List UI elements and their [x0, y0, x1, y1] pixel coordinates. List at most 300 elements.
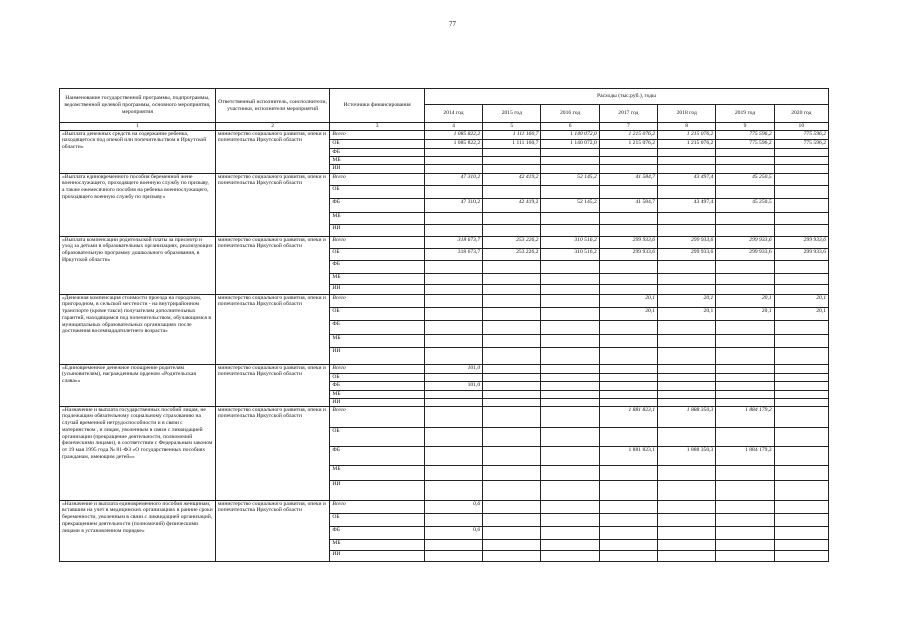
- expense-value: [658, 381, 716, 390]
- expense-value: 20,1: [774, 294, 828, 307]
- expense-value: 1 215 076,2: [658, 130, 716, 139]
- expense-value: [541, 260, 599, 273]
- expense-value: [541, 334, 599, 347]
- expense-value: 318 673,7: [424, 248, 482, 260]
- funding-source: ИИ: [330, 550, 424, 561]
- expense-value: [424, 273, 482, 284]
- funding-source: ОБ: [330, 139, 424, 148]
- expense-value: [483, 320, 541, 334]
- expense-value: [658, 260, 716, 273]
- expense-value: [599, 513, 657, 526]
- column-number: 10: [774, 123, 828, 131]
- expense-value: [424, 260, 482, 273]
- expense-value: 1 140 072,0: [541, 139, 599, 148]
- expense-value: [483, 480, 541, 500]
- expense-value: 101,0: [424, 381, 482, 390]
- executor-name: министерство социального развития, опеки и попечительства Иркутской области: [215, 294, 330, 364]
- program-name: «Выплата денежных средств на содержание ребенка, находящегося под опекой или попечительством в Иркутской области»: [60, 130, 216, 173]
- expense-value: [541, 224, 599, 236]
- expense-value: [541, 364, 599, 373]
- expense-value: [658, 465, 716, 480]
- expense-value: [541, 398, 599, 406]
- program-name: «Выплата единовременного пособия беременной жене военнослужащего, проходящего военную службу по призыву, а также ежемесячного пособия на ребенка военнослужащего, проходящего военную службу по призыву»: [60, 173, 216, 236]
- expense-value: [658, 398, 716, 406]
- header-expenses: Расходы (тыс.руб.), годы: [424, 89, 828, 105]
- expense-value: [483, 500, 541, 513]
- program-name: «Назначение и выплата государственных пособий лицам, не подлежащим обязательному социальному страхованию на случай временной нетрудоспособности и в связи с материнством , и лицам, уволенным в связи с ликвидацией организации (прекращение деятельности, полномочий физическими лицами), в соответствии с Федеральным законом от 19 мая 1995 года № 81-ФЗ «О государственных пособиях гражданам, имеющим детей»»: [60, 406, 216, 500]
- expense-value: 20,1: [599, 307, 657, 320]
- expense-value: [599, 156, 657, 164]
- expense-value: [716, 381, 774, 390]
- expense-value: [774, 390, 828, 398]
- expense-value: 1 215 076,2: [599, 130, 657, 139]
- expense-value: [424, 284, 482, 294]
- expense-value: [599, 539, 657, 550]
- header-year: 2014 год: [424, 105, 482, 123]
- expense-value: [658, 185, 716, 198]
- expense-value: [483, 294, 541, 307]
- expense-value: [716, 539, 774, 550]
- expense-value: [483, 526, 541, 539]
- executor-name: министерство социального развития, опеки и попечительства Иркутской области: [215, 364, 330, 406]
- funding-source: Всего: [330, 364, 424, 373]
- expense-value: [483, 284, 541, 294]
- expense-value: [716, 500, 774, 513]
- expense-value: [541, 500, 599, 513]
- expense-value: [541, 390, 599, 398]
- column-number: 9: [716, 123, 774, 131]
- expense-value: [599, 273, 657, 284]
- expense-value: [658, 320, 716, 334]
- header-year: 2020 год: [774, 105, 828, 123]
- expense-value: [774, 148, 828, 156]
- expense-value: 41 584,7: [599, 173, 657, 185]
- expense-value: [774, 480, 828, 500]
- expense-value: [424, 185, 482, 198]
- expense-value: 43 497,4: [658, 173, 716, 185]
- expense-value: [424, 398, 482, 406]
- expense-value: [424, 156, 482, 164]
- expense-value: [774, 173, 828, 185]
- expense-value: 299 933,6: [716, 248, 774, 260]
- expense-value: [716, 526, 774, 539]
- funding-source: ФБ: [330, 526, 424, 539]
- expense-value: [541, 526, 599, 539]
- expense-value: 20,1: [716, 294, 774, 307]
- column-number: 7: [599, 123, 657, 131]
- expense-value: [599, 427, 657, 446]
- expense-value: [483, 373, 541, 381]
- column-number: 5: [483, 123, 541, 131]
- expense-value: [774, 212, 828, 224]
- expense-value: [774, 260, 828, 273]
- expense-value: 253 226,2: [483, 248, 541, 260]
- expense-value: 299 933,6: [658, 236, 716, 248]
- expense-value: 1 888 350,3: [658, 446, 716, 465]
- expense-value: [483, 390, 541, 398]
- expense-value: [658, 373, 716, 381]
- expense-value: [716, 334, 774, 347]
- funding-source: ИИ: [330, 224, 424, 236]
- expense-value: [541, 273, 599, 284]
- expense-value: [599, 334, 657, 347]
- budget-table: [59, 88, 829, 562]
- expense-value: [483, 513, 541, 526]
- expense-value: [658, 347, 716, 364]
- expense-value: [599, 364, 657, 373]
- expense-value: [483, 224, 541, 236]
- expense-value: [541, 185, 599, 198]
- expense-value: [716, 465, 774, 480]
- expense-value: [483, 550, 541, 561]
- expense-value: [599, 550, 657, 561]
- expense-value: [424, 390, 482, 398]
- expense-value: [599, 381, 657, 390]
- expense-value: [483, 465, 541, 480]
- expense-value: [541, 320, 599, 334]
- expense-value: [424, 320, 482, 334]
- expense-value: 0,6: [424, 526, 482, 539]
- expense-value: [483, 347, 541, 364]
- funding-source: ФБ: [330, 381, 424, 390]
- expense-value: [774, 224, 828, 236]
- expense-value: [541, 347, 599, 364]
- program-name: «Единовременное денежное поощрение родителям (усыновителям), награжденным орденом «Родительская слава»»: [60, 364, 216, 406]
- funding-source: Всего: [330, 500, 424, 513]
- expense-value: 775 596,2: [716, 130, 774, 139]
- expense-value: [716, 390, 774, 398]
- expense-value: [658, 224, 716, 236]
- expense-value: [483, 406, 541, 427]
- expense-value: [483, 156, 541, 164]
- expense-value: 299 933,6: [599, 248, 657, 260]
- expense-value: 253 226,2: [483, 236, 541, 248]
- expense-value: [774, 406, 828, 427]
- expense-value: [424, 347, 482, 364]
- funding-source: ФБ: [330, 198, 424, 212]
- expense-value: 775 596,2: [774, 130, 828, 139]
- expense-value: [541, 381, 599, 390]
- expense-value: 775 596,2: [716, 139, 774, 148]
- header-year: 2016 год: [541, 105, 599, 123]
- expense-value: [541, 513, 599, 526]
- funding-source: ОБ: [330, 248, 424, 260]
- expense-value: 775 596,2: [774, 139, 828, 148]
- expense-value: 1 111 160,7: [483, 139, 541, 148]
- expense-value: [658, 156, 716, 164]
- expense-value: [774, 334, 828, 347]
- expense-value: 299 933,6: [774, 236, 828, 248]
- expense-value: [541, 148, 599, 156]
- expense-value: 0,6: [424, 500, 482, 513]
- expense-value: [599, 320, 657, 334]
- executor-name: министерство социального развития, опеки и попечительства Иркутской области: [215, 406, 330, 500]
- expense-value: [424, 164, 482, 173]
- expense-value: [599, 390, 657, 398]
- expense-value: 45 250,5: [716, 173, 774, 185]
- funding-source: ОБ: [330, 513, 424, 526]
- funding-source: МБ: [330, 273, 424, 284]
- expense-value: [774, 364, 828, 373]
- expense-value: [774, 539, 828, 550]
- expense-value: [658, 148, 716, 156]
- table-row: [60, 236, 829, 248]
- expense-value: [541, 406, 599, 427]
- expense-value: 101,0: [424, 364, 482, 373]
- expense-value: 299 933,6: [658, 248, 716, 260]
- expense-value: [658, 334, 716, 347]
- expense-value: [774, 156, 828, 164]
- expense-value: [599, 526, 657, 539]
- expense-value: [483, 398, 541, 406]
- table-row: [60, 364, 829, 373]
- expense-value: [774, 185, 828, 198]
- expense-value: [658, 427, 716, 446]
- expense-value: [599, 398, 657, 406]
- expense-value: [483, 364, 541, 373]
- expense-value: [424, 446, 482, 465]
- expense-value: [716, 427, 774, 446]
- expense-value: 299 933,6: [599, 236, 657, 248]
- column-number: 8: [658, 123, 716, 131]
- column-number: 2: [215, 123, 330, 131]
- expense-value: [716, 364, 774, 373]
- expense-value: [716, 148, 774, 156]
- expense-value: [424, 465, 482, 480]
- funding-source: МБ: [330, 156, 424, 164]
- expense-value: [716, 398, 774, 406]
- expense-value: [599, 164, 657, 173]
- executor-name: министерство социального развития, опеки и попечительства Иркутской области: [215, 500, 330, 561]
- header-year: 2018 год: [658, 105, 716, 123]
- expense-value: [658, 500, 716, 513]
- expense-value: [774, 427, 828, 446]
- expense-value: [483, 273, 541, 284]
- expense-value: [424, 373, 482, 381]
- expense-value: 47 310,2: [424, 173, 482, 185]
- column-number: 6: [541, 123, 599, 131]
- program-name: «Назначение и выплата единовременного пособия женщинам, вставшим на учет в медицинских организациях в ранние сроки беременности, уволенным в связи с ликвидацией организаций, прекращением деятельности (полномочий) физическими лицами в установленном порядке»: [60, 500, 216, 561]
- expense-value: [716, 284, 774, 294]
- expense-value: [599, 465, 657, 480]
- expense-value: 42 419,2: [483, 198, 541, 212]
- expense-value: [716, 480, 774, 500]
- expense-value: [774, 373, 828, 381]
- table-row: [60, 500, 829, 513]
- expense-value: [599, 212, 657, 224]
- expense-value: 42 419,2: [483, 173, 541, 185]
- expense-value: [599, 284, 657, 294]
- expense-value: [599, 480, 657, 500]
- expense-value: [483, 260, 541, 273]
- expense-value: [541, 307, 599, 320]
- expense-value: [716, 224, 774, 236]
- expense-value: [774, 398, 828, 406]
- expense-value: [599, 500, 657, 513]
- expense-value: [424, 307, 482, 320]
- expense-value: 299 933,6: [774, 248, 828, 260]
- expense-value: [424, 148, 482, 156]
- page-number: 77: [449, 20, 456, 28]
- expense-value: [774, 465, 828, 480]
- program-name: «Денежная компенсация стоимости проезда на городском, пригородном, в сельской местности - на внутрирайонном транспорте (кроме такси) получателям дополнительных гарантий, находящимся под попечительством, обучающимся в муниципальных образовательных организациях после достижения восемнадцатилетнего возраста»: [60, 294, 216, 364]
- header-program: Наименование государственной программы, подпрограммы, ведомственной целевой программы, основного мероприятия, мероприятия: [60, 89, 216, 123]
- expense-value: [716, 260, 774, 273]
- expense-value: [541, 373, 599, 381]
- expense-value: [483, 164, 541, 173]
- expense-value: [774, 550, 828, 561]
- expense-value: 52 145,2: [541, 198, 599, 212]
- expense-value: [774, 198, 828, 212]
- expense-value: [483, 148, 541, 156]
- header-year: 2015 год: [483, 105, 541, 123]
- funding-source: ИИ: [330, 164, 424, 173]
- expense-value: 318 673,7: [424, 236, 482, 248]
- expense-value: [424, 480, 482, 500]
- expense-value: [774, 273, 828, 284]
- expense-value: 43 497,4: [658, 198, 716, 212]
- expense-value: 299 933,6: [716, 236, 774, 248]
- executor-name: министерство социального развития, опеки и попечительства Иркутской области: [215, 130, 330, 173]
- funding-source: ФБ: [330, 320, 424, 334]
- funding-source: ОБ: [330, 185, 424, 198]
- expense-value: [658, 164, 716, 173]
- expense-value: 1 884 179,2: [716, 446, 774, 465]
- expense-value: [599, 185, 657, 198]
- expense-value: [658, 364, 716, 373]
- expense-value: [658, 539, 716, 550]
- funding-source: ИИ: [330, 284, 424, 294]
- expense-value: [483, 307, 541, 320]
- expense-value: [483, 427, 541, 446]
- funding-source: ИИ: [330, 398, 424, 406]
- expense-value: [541, 465, 599, 480]
- expense-value: 1 215 076,2: [599, 139, 657, 148]
- expense-value: [658, 390, 716, 398]
- table-row: [60, 406, 829, 427]
- expense-value: 310 516,2: [541, 236, 599, 248]
- expense-value: 20,1: [774, 307, 828, 320]
- funding-source: ОБ: [330, 307, 424, 320]
- expense-value: 1 140 072,0: [541, 130, 599, 139]
- funding-source: Всего: [330, 130, 424, 139]
- table-row: [60, 130, 829, 139]
- expense-value: [599, 373, 657, 381]
- expense-value: 20,1: [599, 294, 657, 307]
- expense-value: [774, 320, 828, 334]
- expense-value: [716, 273, 774, 284]
- funding-source: ФБ: [330, 148, 424, 156]
- expense-value: [716, 347, 774, 364]
- column-number: 4: [424, 123, 482, 131]
- expense-value: [424, 539, 482, 550]
- expense-value: [599, 260, 657, 273]
- expense-value: 47 310,2: [424, 198, 482, 212]
- expense-value: [716, 550, 774, 561]
- column-number: 3: [330, 123, 424, 131]
- expense-value: [424, 212, 482, 224]
- expense-value: [424, 334, 482, 347]
- expense-value: [424, 406, 482, 427]
- funding-source: ФБ: [330, 446, 424, 465]
- table-row: [60, 173, 829, 185]
- funding-source: МБ: [330, 390, 424, 398]
- funding-source: Всего: [330, 173, 424, 185]
- funding-source: МБ: [330, 539, 424, 550]
- expense-value: [599, 347, 657, 364]
- expense-value: [541, 480, 599, 500]
- expense-value: [774, 446, 828, 465]
- expense-value: [599, 224, 657, 236]
- expense-value: 20,1: [658, 294, 716, 307]
- funding-source: МБ: [330, 465, 424, 480]
- executor-name: министерство социального развития, опеки и попечительства Иркутской области: [215, 236, 330, 294]
- expense-value: [483, 212, 541, 224]
- expense-value: [774, 284, 828, 294]
- expense-value: [716, 320, 774, 334]
- header-year: 2017 год: [599, 105, 657, 123]
- expense-value: [424, 224, 482, 236]
- expense-value: [774, 513, 828, 526]
- expense-value: 1 111 160,7: [483, 130, 541, 139]
- expense-value: 1 215 076,2: [658, 139, 716, 148]
- funding-source: Всего: [330, 406, 424, 427]
- expense-value: [716, 212, 774, 224]
- expense-value: [658, 212, 716, 224]
- expense-value: [483, 185, 541, 198]
- expense-value: [716, 156, 774, 164]
- expense-value: [716, 185, 774, 198]
- expense-value: 52 145,2: [541, 173, 599, 185]
- expense-value: [541, 446, 599, 465]
- expense-value: [658, 526, 716, 539]
- expense-value: [658, 480, 716, 500]
- expense-value: [774, 164, 828, 173]
- expense-value: 1 884 179,2: [716, 406, 774, 427]
- program-name: «Выплата компенсации родительской платы за присмотр и уход за детьми в образовательных организациях, реализующих образовательную программу дошкольного образования, в Иркутской области»: [60, 236, 216, 294]
- expense-value: [599, 148, 657, 156]
- expense-value: [541, 156, 599, 164]
- funding-source: ОБ: [330, 373, 424, 381]
- expense-value: [774, 526, 828, 539]
- expense-value: [716, 164, 774, 173]
- expense-value: [483, 446, 541, 465]
- funding-source: МБ: [330, 334, 424, 347]
- expense-value: 45 250,5: [716, 198, 774, 212]
- header-source: Источники финансирования: [330, 89, 424, 123]
- table-row: [60, 294, 829, 307]
- funding-source: ОБ: [330, 427, 424, 446]
- funding-source: Всего: [330, 294, 424, 307]
- expense-value: [774, 500, 828, 513]
- header-executor: Ответственный исполнитель, соисполнители, участники, исполнители мероприятий: [215, 89, 330, 123]
- expense-value: [541, 284, 599, 294]
- expense-value: [541, 550, 599, 561]
- expense-value: [541, 427, 599, 446]
- header-year: 2019 год: [716, 105, 774, 123]
- expense-value: [483, 539, 541, 550]
- expense-value: [716, 373, 774, 381]
- expense-value: 1 881 823,1: [599, 406, 657, 427]
- expense-value: [774, 347, 828, 364]
- expense-value: [716, 513, 774, 526]
- expense-value: [541, 539, 599, 550]
- executor-name: министерство социального развития, опеки и попечительства Иркутской области: [215, 173, 330, 236]
- expense-value: [483, 381, 541, 390]
- expense-value: [424, 427, 482, 446]
- expense-value: 20,1: [716, 307, 774, 320]
- expense-value: 1 085 822,2: [424, 130, 482, 139]
